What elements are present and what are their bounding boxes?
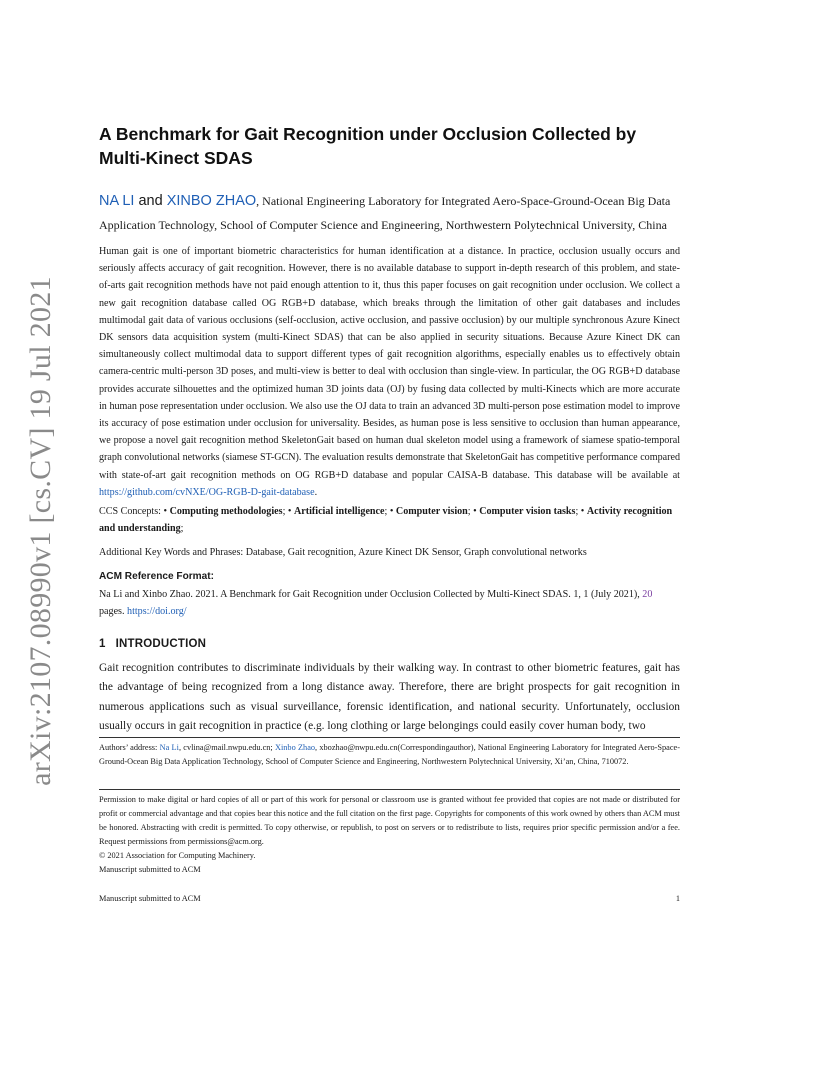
footnote-divider	[99, 737, 680, 738]
abstract-end: .	[314, 486, 318, 498]
ccs-concepts	[99, 503, 680, 537]
author-block	[99, 189, 680, 237]
affiliation-line-2: Application Technology, School of Computer Science and Engineering, Northwestern Polytechnical University, China	[99, 218, 667, 232]
affiliation-line-1: , National Engineering Laboratory for Integrated Aero-Space-Ground-Ocean Big Data	[256, 194, 671, 208]
section-heading-introduction	[99, 636, 206, 652]
fn-address: , xbozhao@nwpu.edu.cn(Correspondingauthor), National Engineering Laboratory for Integrated Aero-Space-Ground-Ocean Big Data Application Technology, School of Computer Science and Engineering, Northwestern Polytechnical University, Xi’an, China, 710072.	[99, 743, 680, 766]
author-xinbo-zhao-link[interactable]: XINBO ZHAO	[166, 193, 257, 209]
arxiv-id-text: arXiv:2107.08990v1 [cs.CV] 19 Jul 2021	[24, 276, 58, 786]
section-title: INTRODUCTION	[115, 638, 207, 650]
ccs-end: ;	[180, 523, 184, 534]
fn-prefix: Authors’ address:	[99, 743, 160, 752]
section-number: 1	[99, 638, 106, 650]
keywords: Additional Key Words and Phrases: Database, Gait recognition, Azure Kinect DK Sensor, Graph convolutional networks	[99, 547, 587, 558]
introduction-paragraph: Gait recognition contributes to discriminate individuals by their walking way. In contrast to other biometric features, gait has the advantage of being recognized from a long distance away. Therefore, there are bright prospects for gait recognition in numerous applications such as visual surveillance, forensic identification, and national security. Unfortunately, occlusion usually occurs in gait recognition in practice (e.g. long clothing or large belongings could easily cover human body, two	[99, 662, 680, 732]
ccs-separator: ; •	[575, 506, 587, 517]
ccs-separator: ; •	[467, 506, 480, 517]
title-line-1: A Benchmark for Gait Recognition under Occlusion Collected by	[99, 124, 637, 144]
abstract-text: Human gait is one of important biometric characteristics for human identification at a distance. In practice, occlusion usually occurs and seriously affects accuracy of gait recognition. However, there is no available database to support in-depth research of this problem, and state-of-arts gait recognition methods have not paid enough attention to it, thus this paper focuses on gait recognition under occlusion. We collect a new gait recognition database called OG RGB+D database, which breaks through the limitation of other gait databases and includes multimodal gait data of various occlusions (self-occlusion, active occlusion, and passive occlusion) by our multiple synchronous Azure Kinect DK sensors data acquisition system (multi-Kinect SDAS) that can be also applied in security situations. Because Azure Kinect DK can simultaneously collect multimodal data to support different types of gait recognition algorithms, especially enables us to effectively obtain camera-centric multi-person 3D poses, and multi-view is better to deal with occlusion than single-view. In particular, the OG RGB+D database provides accurate silhouettes and the optimized human 3D joints data (OJ) by fusing data collected by multi-Kinects which are more accurate in human pose representation under occlusion. We also use the OJ data to train an advanced 3D multi-person pose estimation model to improve its accuracy of pose estimation under occlusion for universality. Besides, as human pose is less sensitive to occlusion than human appearance, we propose a novel gait recognition method SkeletonGait based on human dual skeleton model using a framework of siamese spatio-temporal graph convolutional networks (siamese ST-GCN). The evaluation results demonstrate that SkeletonGait has competitive performance compared with state-of-art gait recognition methods on OG RGB+D database and popular CAISA-B database. This database will be available at	[99, 246, 680, 481]
fn-email-1: , cvlina@mail.nwpu.edu.cn;	[178, 743, 275, 752]
reference-format-text	[99, 586, 680, 620]
ccs-concept-1: Computing methodologies	[169, 506, 283, 517]
arxiv-sidebar-stamp	[16, 276, 66, 786]
author-conjunction: and	[134, 193, 167, 209]
ccs-concept-4: Computer vision tasks	[479, 506, 576, 517]
author-na-li-link[interactable]: NA LI	[99, 193, 135, 209]
ccs-concept-3: Computer vision	[395, 506, 468, 517]
database-link[interactable]: https://github.com/cvNXE/OG-RGB-D-gait-database	[99, 486, 315, 498]
pages-word: pages.	[99, 606, 128, 617]
permission-notice: Permission to make digital or hard copies of all or part of this work for personal or classroom use is granted without fee provided that copies are not made or distributed for profit or commercial advantage and that copies bear this notice and the full citation on the first page. Copyrights for components of this work owned by others than ACM must be honored. Abstracting with credit is permitted. To copy otherwise, or republish, to post on servers or to redistribute to lists, requires prior specific permission and/or a fee. Request permissions from permissions@acm.org.	[99, 795, 680, 846]
title-line-2: Multi-Kinect SDAS	[99, 148, 253, 168]
fn-author-xinbo-zhao-link[interactable]: Xinbo Zhao	[274, 743, 316, 752]
ccs-prefix: CCS Concepts: •	[99, 506, 170, 517]
manuscript-note: Manuscript submitted to ACM	[99, 865, 201, 874]
ccs-concept-5: Activity recognition and understanding	[99, 506, 673, 534]
authors-address-footnote	[99, 741, 680, 769]
doi-link[interactable]: https://doi.org/	[127, 606, 187, 617]
running-footer	[99, 892, 680, 906]
ccs-separator: ; •	[282, 506, 294, 517]
reference-citation: Na Li and Xinbo Zhao. 2021. A Benchmark for Gait Recognition under Occlusion Collected by Multi-Kinect SDAS. 1, 1 (July 2021),	[99, 589, 643, 600]
page-number: 1	[675, 894, 680, 903]
ccs-separator: ; •	[384, 506, 396, 517]
ccs-concept-2: Artificial intelligence	[293, 506, 385, 517]
abstract	[99, 243, 680, 501]
permission-divider	[99, 789, 680, 790]
paper-title	[99, 122, 680, 170]
reference-format-heading: ACM Reference Format:	[99, 571, 214, 582]
page-count-link[interactable]: 20	[642, 589, 653, 600]
fn-author-na-li-link[interactable]: Na Li	[159, 743, 179, 752]
running-footer-text: Manuscript submitted to ACM	[99, 894, 201, 903]
copyright-notice: © 2021 Association for Computing Machinery.	[99, 851, 256, 860]
